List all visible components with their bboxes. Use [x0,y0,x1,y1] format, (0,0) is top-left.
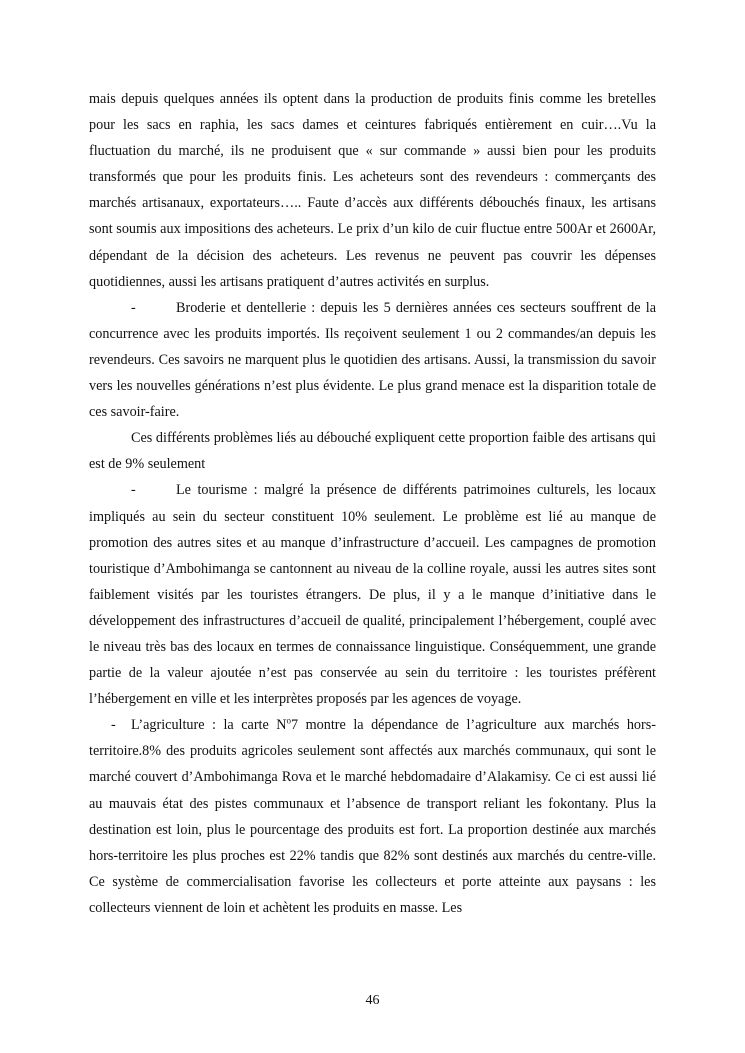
superscript-o: o [286,715,292,726]
paragraph-broderie [89,295,656,425]
dash-marker: - [131,482,136,499]
paragraph-agriculture-text-b: 7 montre la dépendance de l’agriculture aux marchés hors-territoire.8% des produits agricoles seulement sont affectés aux marchés communaux, qui sont le marché couvert d’Ambohimanga Rova et le marché hebdomadaire d’Alakamisy. Ce ci est aussi lié au mauvais état des pistes communaux et l’absence de transport reliant les fokontany. Plus la destination est loin, plus le pourcentage des produits est fort. La proportion destinée aux marchés hors-territoire les plus proches est 22% tandis que 82% sont destinés aux marchés du centre-ville. Ce système de commercialisation favorise les collecteurs et porte atteinte aux paysans : les collecteurs viennent de loin et achètent les produits en masse. Les [89,717,656,916]
paragraph-broderie-text: Broderie et dentellerie : depuis les 5 dernières années ces secteurs souffrent de la concurrence avec les produits importés. Ils reçoivent seulement 1 ou 2 commandes/an depuis les revendeurs. Ces savoirs ne marquent plus le quotidien des artisans. Aussi, la transmission du savoir vers les nouvelles générations n’est plus évidente. Le plus grand menace est la disparition totale de ces savoir-faire. [89,299,656,421]
paragraph-artisanat-cuir: mais depuis quelques années ils optent dans la production de produits finis comme les bretelles pour les sacs en raphia, les sacs dames et ceintures fabriqués entièrement en cuir….Vu la fluctuation du marché, ils ne produisent que « sur commande » aussi bien pour les produits transformés que pour les produits finis. Les acheteurs sont des revendeurs : commerçants des marchés artisanaux, exportateurs….. Faute d’accès aux différents débouchés finaux, les artisans sont soumis aux impositions des acheteurs. Le prix d’un kilo de cuir fluctue entre 500Ar et 2600Ar, dépendant de la décision des acheteurs. Les revenus ne peuvent pas couvrir les dépenses quotidiennes, aussi les artisans pratiquent d’autres activités en surplus. [89,91,656,290]
body-text [89,86,656,921]
dash-marker: - [131,299,136,316]
paragraph-tourisme [89,477,656,712]
paragraph-artisans-proportion: Ces différents problèmes liés au débouché expliquent cette proportion faible des artisans qui est de 9% seulement [89,430,656,473]
paragraph-tourisme-text: Le tourisme : malgré la présence de différents patrimoines culturels, les locaux impliqués au sein du secteur constituent 10% seulement. Le problème est lié au manque de promotion des autres sites et au manque d’infrastructure d’accueil. Les campagnes de promotion touristique d’Ambohimanga se cantonnent au niveau de la colline royale, aussi les autres sites sont faiblement visités par les touristes étrangers. De plus, il y a le manque d’initiative dans le développement des infrastructures d’accueil de qualité, principalement l’hébergement, couplé avec le niveau très bas des locaux en termes de connaissance linguistique. Conséquemment, une grande partie de la valeur ajoutée n’est pas conservée au sein du territoire : les touristes préfèrent l’hébergement en ville et les interprètes proposés par les agences de voyage. [89,482,656,708]
dash-marker: - [111,717,116,734]
paragraph-agriculture-text-a: L’agriculture : la carte N [131,717,287,734]
page-number: 46 [365,993,380,1008]
paragraph-agriculture [89,712,656,921]
